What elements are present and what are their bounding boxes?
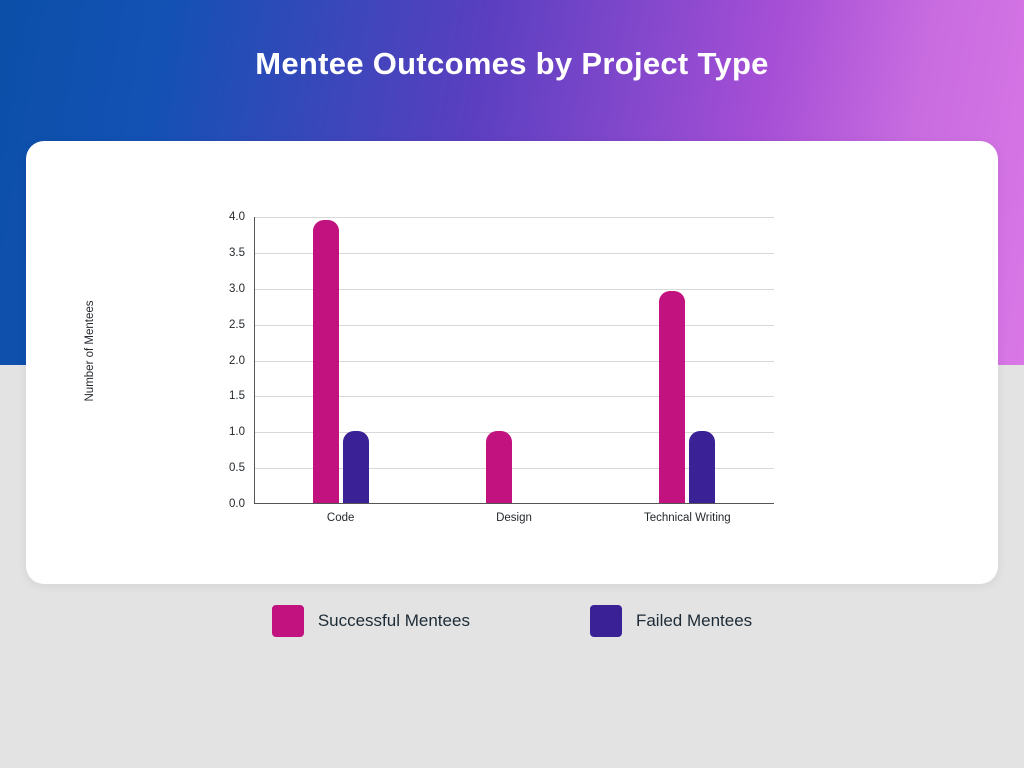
y-tick-label: 0.0 [229,498,245,510]
bar-failed-mentees-technical-writing [689,431,715,503]
bar-successful-mentees-design [486,431,512,503]
chart-card [26,141,998,584]
y-axis-line [254,217,255,504]
page-title: Mentee Outcomes by Project Type [255,46,769,81]
y-axis-label: Number of Mentees [84,300,96,402]
bar-successful-mentees-code [313,220,339,503]
plot-area [229,211,774,524]
x-axis-line [254,503,774,504]
x-tick-label: Design [496,512,532,524]
legend-swatch [590,605,622,637]
bar-failed-mentees-code [343,431,369,503]
y-tick-label: 3.5 [229,246,245,259]
legend-item[interactable] [272,605,470,637]
y-tick-label: 2.0 [229,354,245,367]
y-tick-label: 1.5 [229,390,245,403]
legend-label: Successful Mentees [317,611,470,630]
chart-legend [0,605,1024,637]
y-tick-label: 2.5 [229,318,245,331]
plot-wrapper [26,141,998,584]
gridline [254,217,774,218]
y-tick-label: 4.0 [229,211,245,223]
x-tick-label: Code [326,512,355,524]
x-tick-label: Technical Writing [643,512,731,524]
y-tick-label: 0.5 [229,462,245,475]
y-tick-label: 1.0 [229,426,245,439]
y-tick-label: 3.0 [229,282,245,295]
legend-item[interactable] [590,605,752,637]
legend-label: Failed Mentees [635,611,753,630]
bar-successful-mentees-technical-writing [659,291,685,503]
legend-swatch [272,605,304,637]
